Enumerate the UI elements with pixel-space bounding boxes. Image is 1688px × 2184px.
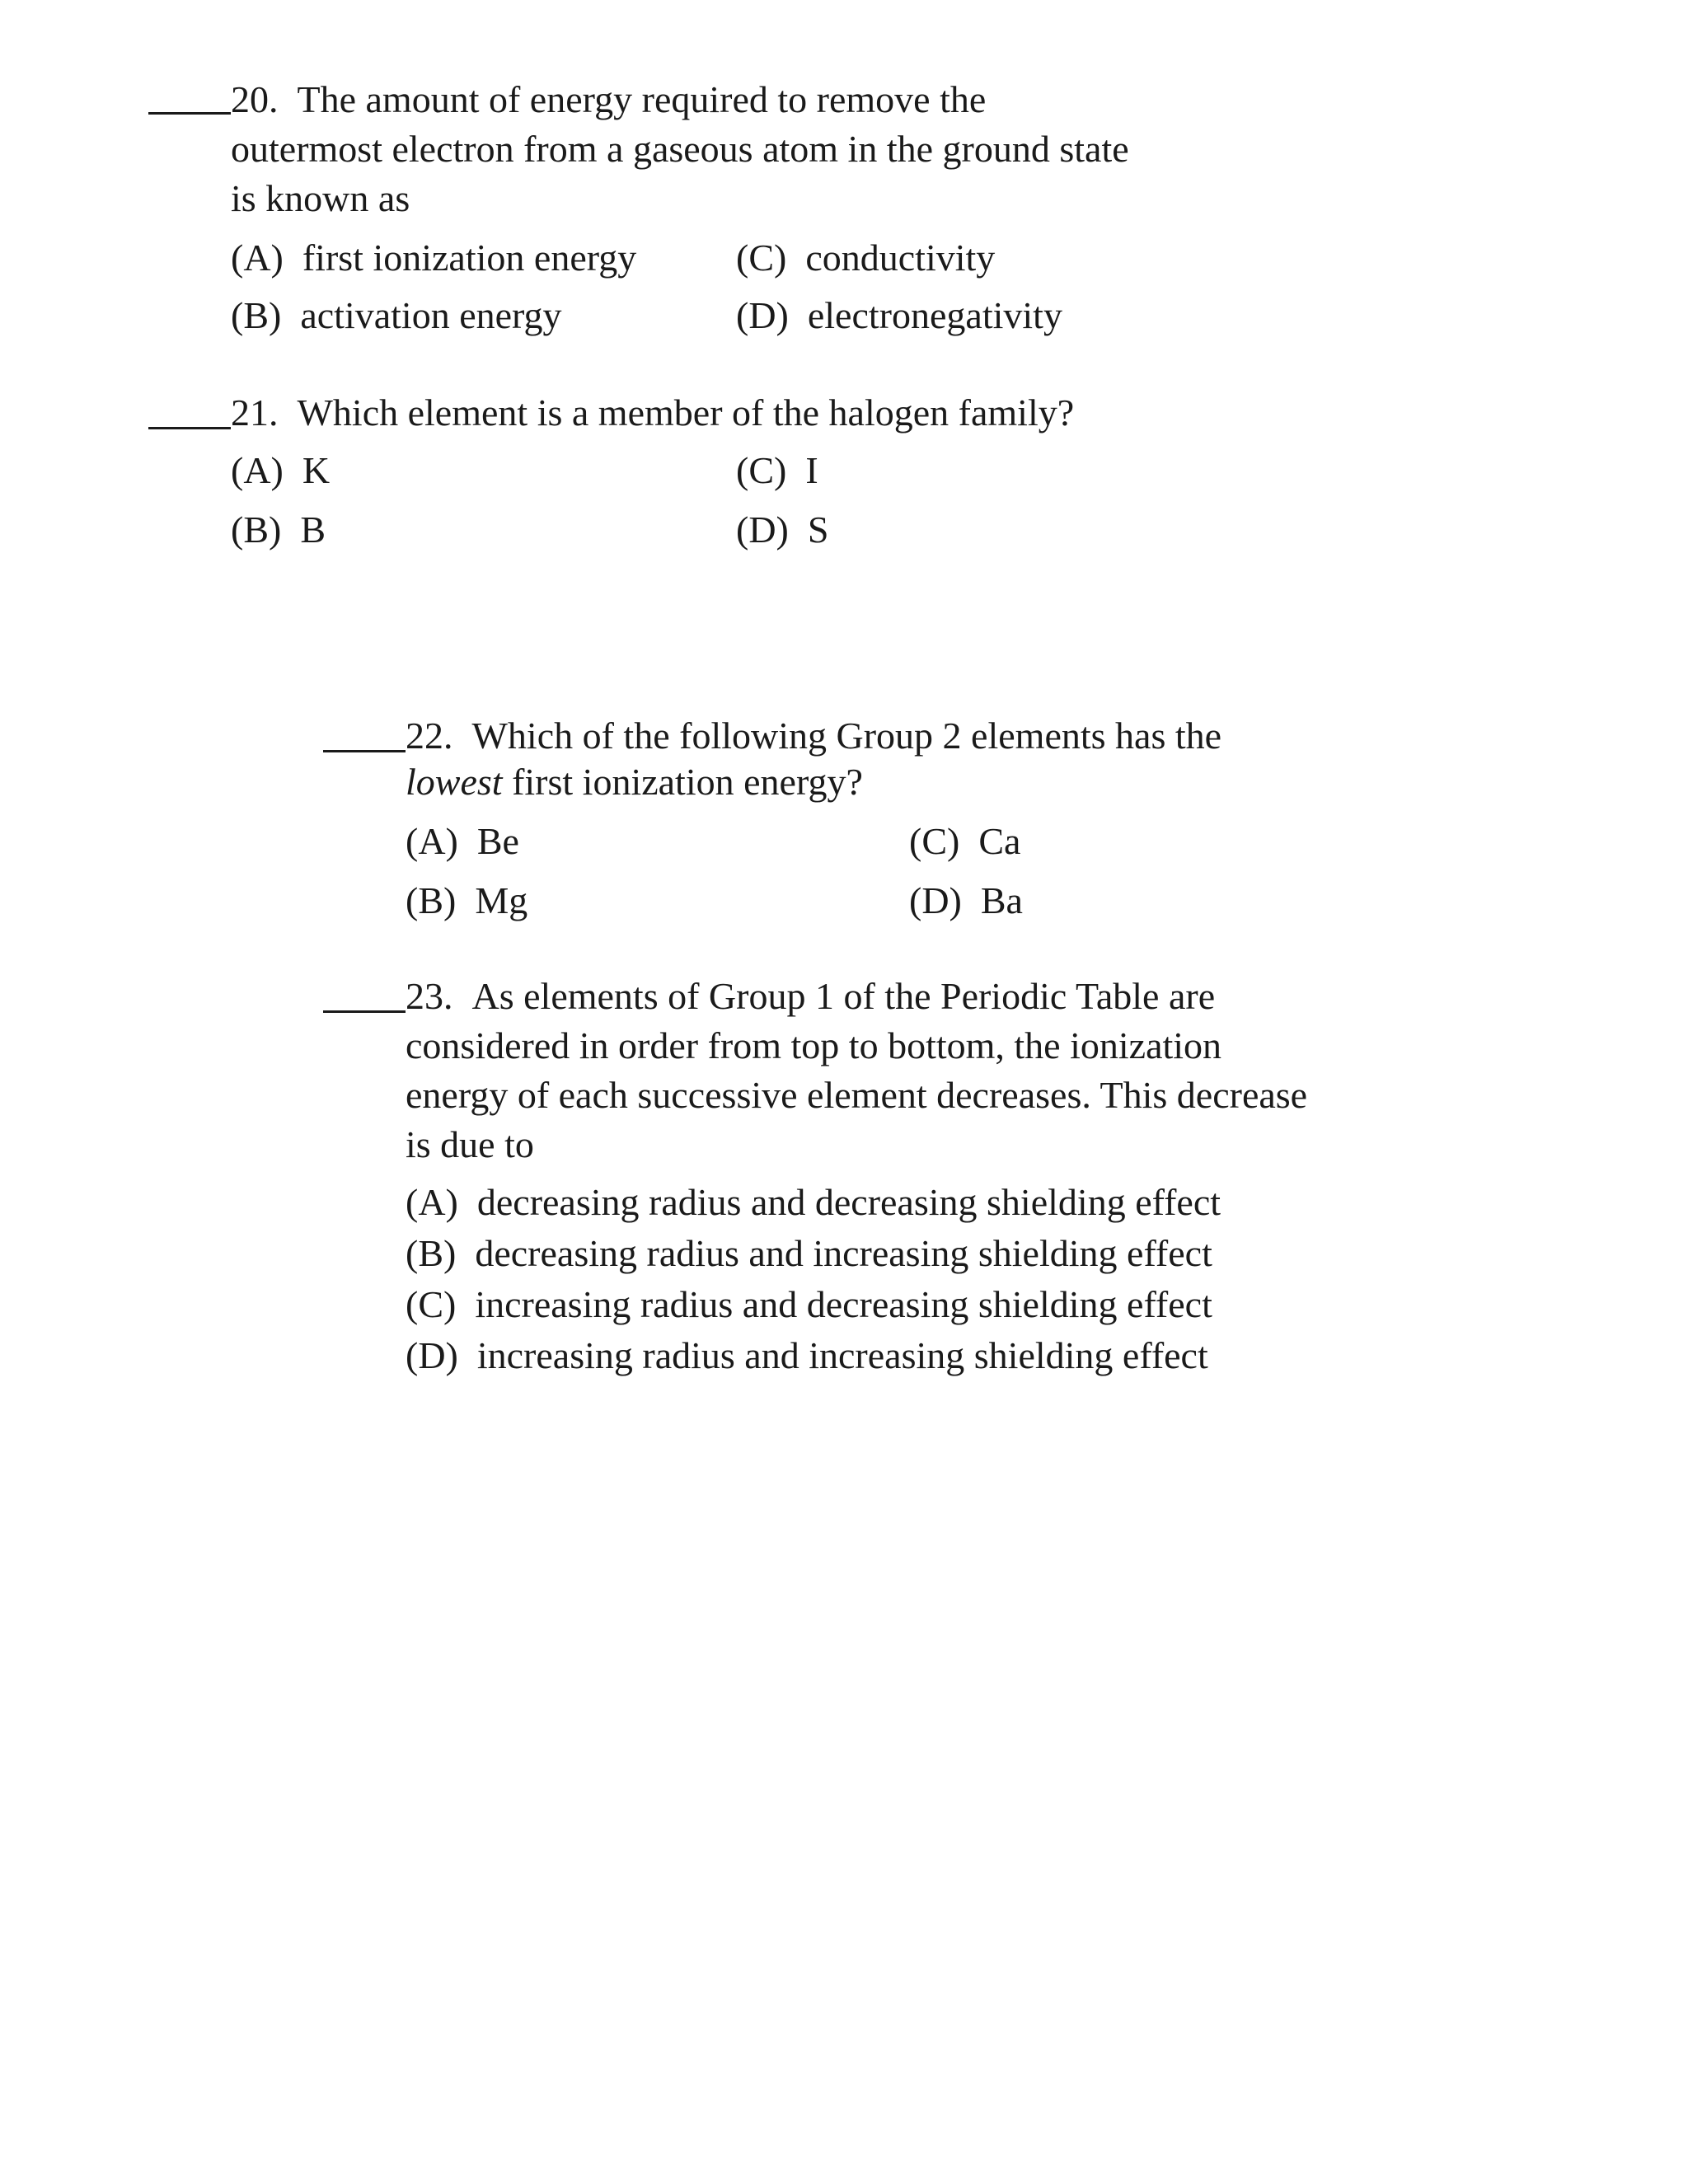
question-number: 23.	[406, 975, 453, 1017]
option-c: (C) conductivity	[736, 237, 996, 279]
question-stem-line: energy of each successive element decreases. This decrease	[406, 1074, 1308, 1116]
option-a: (A) K	[231, 449, 331, 491]
option-b: (B) activation energy	[231, 294, 562, 336]
option-d: (D) electronegativity	[736, 294, 1062, 336]
option-b: (B) decreasing radius and increasing shielding effect	[406, 1232, 1212, 1274]
question-stem-line: outermost electron from a gaseous atom in the ground state	[231, 128, 1129, 170]
answer-blank-23[interactable]	[323, 1010, 406, 1013]
option-d: (D) Ba	[909, 879, 1023, 921]
answer-blank-21[interactable]	[148, 427, 231, 429]
option-c: (C) Ca	[909, 820, 1021, 862]
answer-blank-22[interactable]	[323, 750, 406, 752]
question-20-stem	[231, 78, 987, 120]
question-stem-line: Which of the following Group 2 elements has the	[471, 715, 1222, 757]
emphasis-word: lowest	[406, 761, 503, 803]
question-number: 20.	[231, 78, 279, 120]
question-number: 22.	[406, 715, 453, 757]
option-c: (C) increasing radius and decreasing shielding effect	[406, 1283, 1212, 1325]
question-stem-line: is due to	[406, 1123, 534, 1165]
question-number: 21.	[231, 391, 279, 434]
option-a: (A) decreasing radius and decreasing shielding effect	[406, 1181, 1221, 1223]
question-stem-line: The amount of energy required to remove the	[297, 78, 987, 120]
option-d: (D) S	[736, 509, 829, 551]
option-a: (A) Be	[406, 820, 519, 862]
option-a: (A) first ionization energy	[231, 237, 637, 279]
option-b: (B) Mg	[406, 879, 528, 921]
question-stem-line: is known as	[231, 177, 410, 219]
question-stem-line: considered in order from top to bottom, the ionization	[406, 1024, 1222, 1066]
question-21-stem	[231, 391, 1075, 434]
question-stem-line: As elements of Group 1 of the Periodic Table are	[471, 975, 1216, 1017]
question-stem-line: lowest first ionization energy?	[406, 761, 863, 803]
answer-blank-20[interactable]	[148, 112, 231, 115]
question-23-stem	[406, 977, 1215, 1015]
option-c: (C) I	[736, 449, 818, 491]
option-d: (D) increasing radius and increasing shielding effect	[406, 1334, 1208, 1376]
question-22-stem	[406, 717, 1221, 755]
option-b: (B) B	[231, 509, 326, 551]
question-stem-line: Which element is a member of the halogen family?	[297, 391, 1075, 434]
